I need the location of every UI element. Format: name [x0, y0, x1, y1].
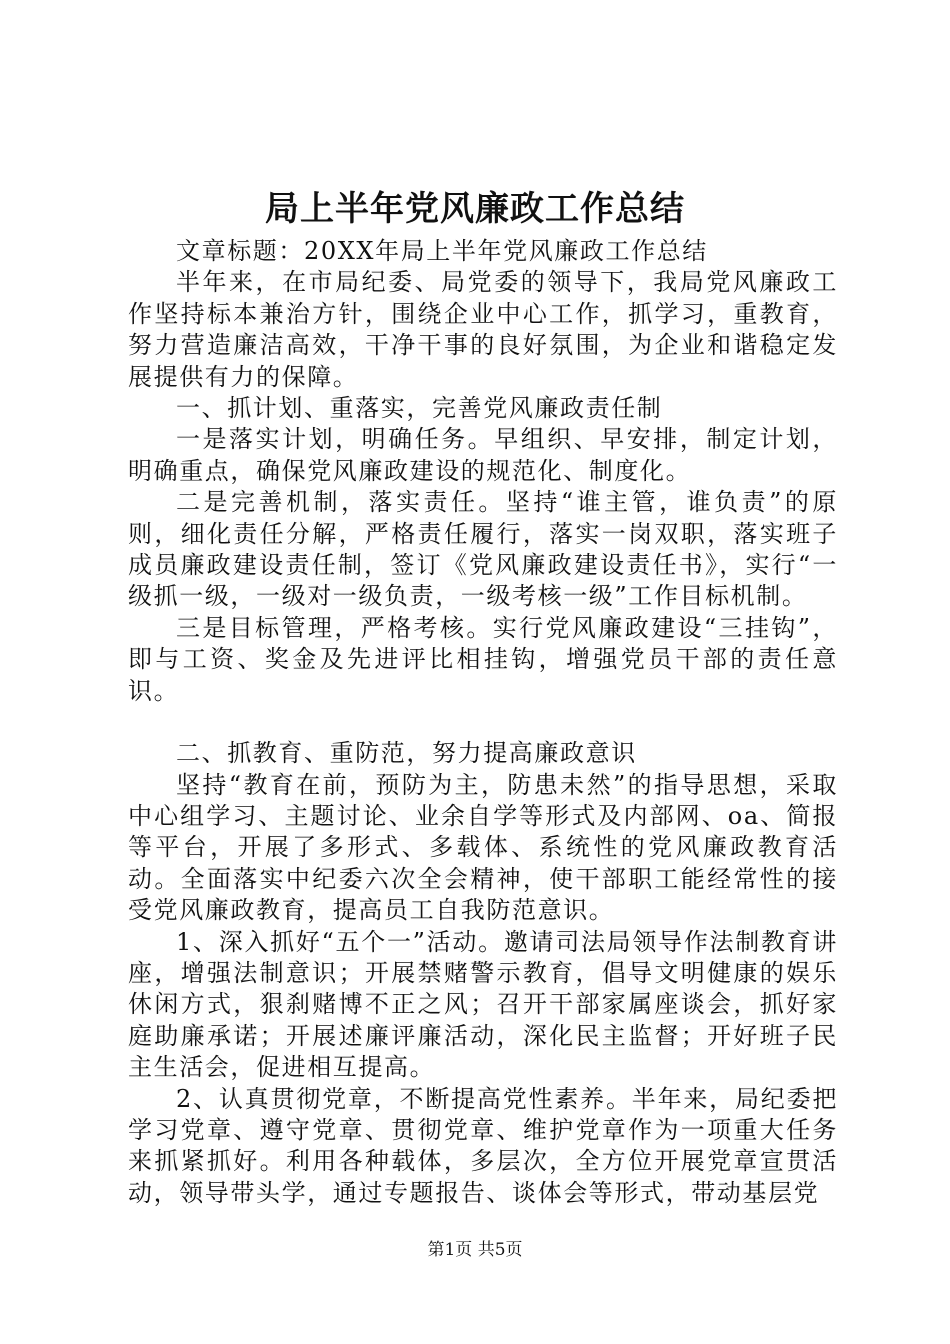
body-paragraph: 2、认真贯彻党章，不断提高党性素养。半年来，局纪委把学习党章、遵守党章、贯彻党章、维护党章作为一项重大任务来抓紧抓好。利用各种载体，多层次，全方位开展党章宣贯活动，领导带头学，通过专题报告、谈体会等形式，带动基层党 [128, 1084, 838, 1207]
article-title-line: 文章标题：20XX年局上半年党风廉政工作总结 [176, 237, 708, 265]
page-footer: 第1页 共5页 [427, 1240, 523, 1260]
section-heading-1: 一、抓计划、重落实，完善党风廉政责任制 [176, 394, 663, 423]
section-heading-2: 二、抓教育、重防范，努力提高廉政意识 [176, 739, 637, 768]
body-paragraph: 1、深入抓好“五个一”活动。邀请司法局领导作法制教育讲座，增强法制意识；开展禁赌警示教育，倡导文明健康的娱乐休闲方式，狠刹赌博不正之风；召开干部家属座谈会，抓好家庭助廉承诺；开展述廉评廉活动，深化民主监督；开好班子民主生活会，促进相互提高。 [128, 927, 838, 1082]
body-paragraph: 一是落实计划，明确任务。早组织、早安排，制定计划，明确重点，确保党风廉政建设的规范化、制度化。 [128, 425, 838, 485]
intro-paragraph: 半年来，在市局纪委、局党委的领导下，我局党风廉政工作坚持标本兼治方针，围绕企业中心工作，抓学习，重教育，努力营造廉洁高效，干净干事的良好氛围，为企业和谐稳定发展提供有力的保障。 [128, 268, 838, 391]
body-paragraph: 坚持“教育在前，预防为主，防患未然”的指导思想，采取中心组学习、主题讨论、业余自学等形式及内部网、oa、简报等平台，开展了多形式、多载体、系统性的党风廉政教育活动。全面落实中纪委六次全会精神，使干部职工能经常性的接受党风廉政教育，提高员工自我防范意识。 [128, 770, 838, 925]
body-paragraph: 二是完善机制，落实责任。坚持“谁主管，谁负责”的原则，细化责任分解，严格责任履行，落实一岗双职，落实班子成员廉政建设责任制，签订《党风廉政建设责任书》，实行“一级抓一级，一级对一级负责，一级考核一级”工作目标机制。 [128, 488, 838, 611]
document-body [128, 236, 838, 1209]
body-paragraph: 三是目标管理，严格考核。实行党风廉政建设“三挂钩”，即与工资、奖金及先进评比相挂钩，增强党员干部的责任意识。 [128, 613, 838, 705]
document-title: 局上半年党风廉政工作总结 [265, 189, 685, 229]
